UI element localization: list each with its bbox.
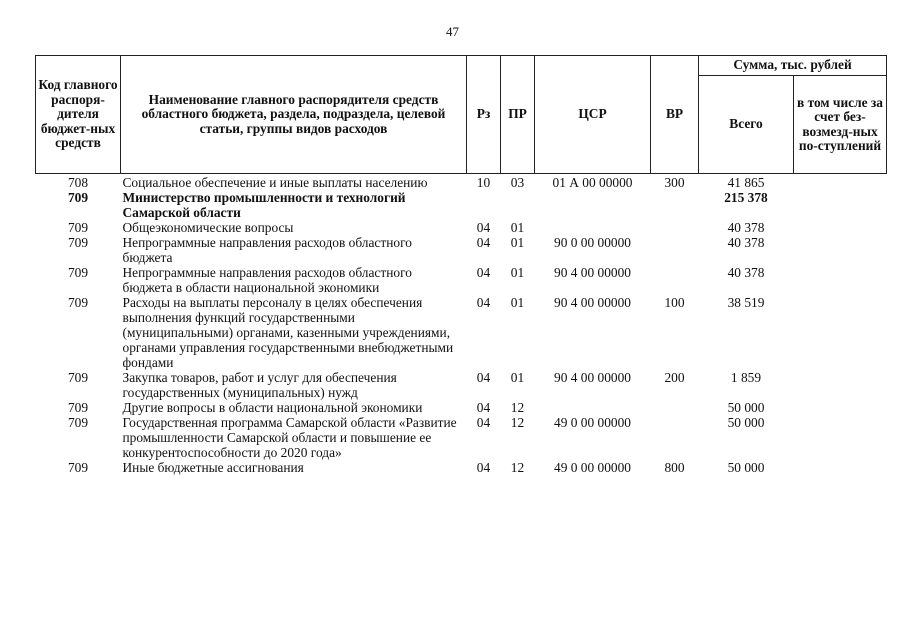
cell-name: Государственная программа Самарской области «Развитие промышленности Самарской области и повышение ее конкурентоспособности до 2020 года» (122, 415, 457, 460)
table-row (36, 190, 887, 220)
cell-pr: 01 (510, 220, 525, 235)
cell-csr: 90 4 00 00000 (554, 370, 631, 385)
cell-pr: 12 (510, 415, 525, 430)
cell-total: 40 378 (727, 235, 765, 250)
cell-total: 50 000 (727, 460, 765, 475)
cell-grants (794, 460, 887, 475)
cell-grants (794, 190, 887, 220)
cell-pr: 12 (510, 400, 525, 415)
cell-total: 38 519 (727, 295, 765, 310)
cell-pr: 01 (510, 370, 525, 385)
header-code: Код главного распоря-дителя бюджет-ных средств (36, 56, 121, 174)
table-row (36, 400, 887, 415)
cell-vr (651, 265, 699, 295)
cell-vr: 200 (664, 370, 685, 385)
cell-name: Общеэкономические вопросы (122, 220, 294, 235)
cell-csr: 49 0 00 00000 (554, 415, 631, 430)
cell-rz: 10 (476, 175, 491, 190)
header-row-1 (36, 56, 887, 76)
cell-csr: 90 4 00 00000 (554, 265, 631, 280)
cell-vr: 300 (664, 175, 685, 190)
cell-code: 709 (67, 415, 89, 430)
cell-rz (467, 190, 501, 220)
cell-grants (794, 400, 887, 415)
table-row (36, 295, 887, 370)
cell-rz: 04 (476, 370, 491, 385)
cell-code: 708 (67, 175, 89, 190)
cell-rz: 04 (476, 415, 491, 430)
header-grants: в том числе за счет без-возмезд-ных по-ступлений (794, 76, 887, 174)
cell-rz: 04 (476, 235, 491, 250)
table-body (36, 174, 887, 476)
cell-vr (651, 415, 699, 460)
cell-pr (501, 190, 535, 220)
cell-rz: 04 (476, 460, 491, 475)
cell-grants (794, 295, 887, 370)
cell-rz: 04 (476, 400, 491, 415)
table-row (36, 460, 887, 475)
cell-name: Расходы на выплаты персоналу в целях обеспечения выполнения функций государственными (муниципальными) органами, казенными учреждениями, органами управления государственными внебюджетными фондами (122, 295, 454, 370)
cell-pr: 01 (510, 295, 525, 310)
cell-pr: 12 (510, 460, 525, 475)
cell-name: Социальное обеспечение и иные выплаты населению (122, 175, 428, 190)
cell-vr: 100 (664, 295, 685, 310)
cell-code: 709 (67, 265, 89, 280)
budget-table (35, 55, 887, 475)
header-sum-group: Сумма, тыс. рублей (699, 56, 887, 76)
cell-csr (535, 220, 651, 235)
cell-code: 709 (67, 400, 89, 415)
cell-pr: 01 (510, 235, 525, 250)
cell-total: 1 859 (730, 370, 762, 385)
cell-pr: 03 (510, 175, 525, 190)
cell-vr (651, 190, 699, 220)
cell-vr (651, 400, 699, 415)
cell-csr: 90 4 00 00000 (554, 295, 631, 310)
header-pr: ПР (501, 56, 535, 174)
cell-name: Другие вопросы в области национальной экономики (122, 400, 423, 415)
cell-total: 215 378 (724, 190, 768, 205)
cell-total: 40 378 (727, 220, 765, 235)
cell-grants (794, 220, 887, 235)
cell-code: 709 (67, 235, 89, 250)
header-vr: ВР (651, 56, 699, 174)
cell-total: 40 378 (727, 265, 765, 280)
cell-name: Непрограммные направления расходов областного бюджета в области национальной экономики (122, 265, 412, 295)
page-number: 47 (446, 24, 459, 39)
cell-csr (535, 400, 651, 415)
cell-code: 709 (67, 460, 89, 475)
cell-total: 50 000 (727, 415, 765, 430)
table-row (36, 220, 887, 235)
cell-vr (651, 220, 699, 235)
cell-csr: 90 0 00 00000 (554, 235, 631, 250)
cell-grants (794, 235, 887, 265)
table-row (36, 415, 887, 460)
cell-code: 709 (67, 370, 89, 385)
table-row (36, 370, 887, 400)
cell-name: Министерство промышленности и технологий Самарской области (122, 190, 406, 220)
header-total: Всего (699, 76, 794, 174)
cell-grants (794, 370, 887, 400)
cell-rz: 04 (476, 265, 491, 280)
cell-total: 50 000 (727, 400, 765, 415)
cell-grants (794, 415, 887, 460)
table-row (36, 174, 887, 191)
cell-csr: 01 А 00 00000 (552, 175, 633, 190)
cell-code: 709 (67, 190, 89, 205)
cell-vr: 800 (664, 460, 685, 475)
header-name: Наименование главного распорядителя средств областного бюджета, раздела, подраздела, целевой статьи, группы видов расходов (121, 56, 467, 174)
cell-code: 709 (67, 295, 89, 310)
cell-grants (794, 174, 887, 191)
cell-name: Непрограммные направления расходов областного бюджета (122, 235, 412, 265)
cell-pr: 01 (510, 265, 525, 280)
header-rz: Рз (467, 56, 501, 174)
cell-csr (535, 190, 651, 220)
cell-total: 41 865 (727, 175, 765, 190)
cell-name: Закупка товаров, работ и услуг для обеспечения государственных (муниципальных) нужд (122, 370, 397, 400)
cell-rz: 04 (476, 295, 491, 310)
cell-rz: 04 (476, 220, 491, 235)
cell-csr: 49 0 00 00000 (554, 460, 631, 475)
table-row (36, 265, 887, 295)
cell-code: 709 (67, 220, 89, 235)
table-row (36, 235, 887, 265)
cell-name: Иные бюджетные ассигнования (122, 460, 304, 475)
cell-grants (794, 265, 887, 295)
cell-vr (651, 235, 699, 265)
header-csr: ЦСР (535, 56, 651, 174)
